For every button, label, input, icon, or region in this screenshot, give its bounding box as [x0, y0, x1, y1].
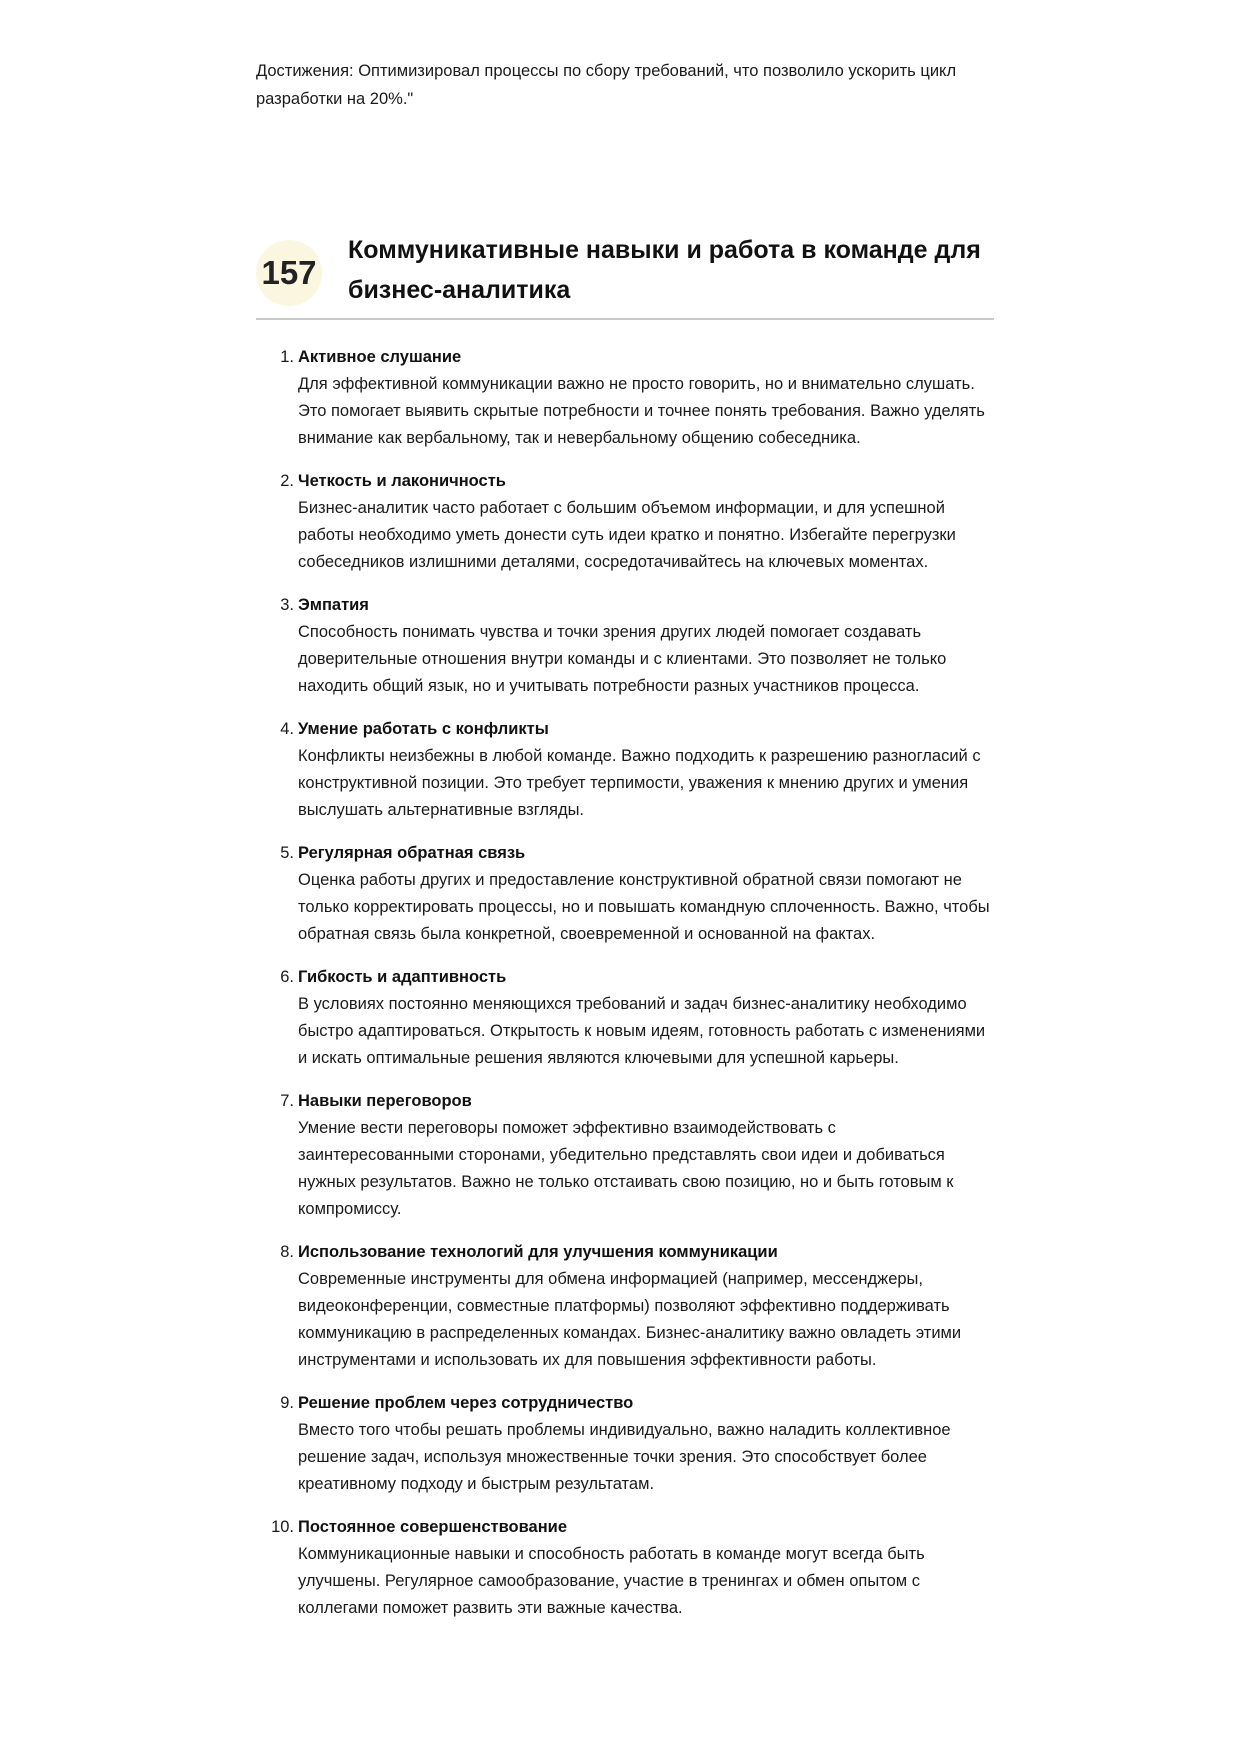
item-text: Умение вести переговоры поможет эффективно взаимодействовать с заинтересованными сторонами, убедительно представлять свои идеи и добиваться нужных результатов. Важно не только отстаивать свою позицию, но и быть готовым к компромиссу. [298, 1119, 954, 1218]
item-title: Четкость и лаконичность [298, 472, 506, 490]
list-item [256, 1088, 996, 1223]
list-item [256, 1514, 996, 1622]
section-title: Коммуникативные навыки и работа в команде для бизнес-аналитика [348, 236, 981, 304]
list-item [256, 964, 996, 1072]
item-text: Оценка работы других и предоставление конструктивной обратной связи помогают не только корректировать процессы, но и повышать командную сплоченность. Важно, чтобы обратная связь была конкретной, своевременной и основанной на фактах. [298, 871, 990, 943]
item-title: Использование технологий для улучшения коммуникации [298, 1243, 778, 1261]
item-text: Коммуникационные навыки и способность работать в команде могут всегда быть улучшены. Регулярное самообразование, участие в тренингах и обмен опытом с коллегами поможет развить эти важные качества. [298, 1545, 925, 1617]
item-text: Вместо того чтобы решать проблемы индивидуально, важно наладить коллективное решение задач, используя множественные точки зрения. Это способствует более креативному подходу и быстрым результатам. [298, 1421, 951, 1493]
item-text: Способность понимать чувства и точки зрения других людей помогает создавать доверительные отношения внутри команды и с клиентами. Это позволяет не только находить общий язык, но и учитывать потребности разных участников процесса. [298, 623, 947, 695]
skills-list [256, 344, 996, 1638]
item-number: 9. [280, 1394, 294, 1412]
item-text: В условиях постоянно меняющихся требований и задач бизнес-аналитику необходимо быстро адаптироваться. Открытость к новым идеям, готовность работать с изменениями и искать оптимальные решения являются ключевыми для успешной карьеры. [298, 995, 986, 1067]
list-item [256, 1390, 996, 1498]
section-header [256, 226, 994, 320]
item-number: 1. [280, 348, 294, 366]
list-item [256, 468, 996, 576]
item-number: 3. [280, 596, 294, 614]
item-title: Постоянное совершенствование [298, 1518, 568, 1536]
item-number: 5. [280, 844, 294, 862]
item-number: 6. [280, 968, 294, 986]
item-number: 7. [280, 1092, 294, 1110]
item-text: Для эффективной коммуникации важно не просто говорить, но и внимательно слушать. Это помогает выявить скрытые потребности и точнее понять требования. Важно уделять внимание как вербальному, так и невербальному общению собеседника. [298, 375, 985, 447]
item-text: Бизнес-аналитик часто работает с большим объемом информации, и для успешной работы необходимо уметь донести суть идеи кратко и понятно. Избегайте перегрузки собеседников излишними деталями, сосредотачивайтесь на ключевых моментах. [298, 499, 956, 571]
intro-paragraph: Достижения: Оптимизировал процессы по сбору требований, что позволило ускорить цикл разработки на 20%." [256, 62, 957, 108]
item-title: Умение работать с конфликты [298, 720, 549, 738]
item-number: 4. [280, 720, 294, 738]
item-title: Эмпатия [298, 596, 369, 614]
item-text: Конфликты неизбежны в любой команде. Важно подходить к разрешению разногласий с конструктивной позиции. Это требует терпимости, уважения к мнению других и умения выслушать альтернативные взгляды. [298, 747, 981, 819]
item-title: Решение проблем через сотрудничество [298, 1394, 634, 1412]
item-title: Гибкость и адаптивность [298, 968, 507, 986]
list-item [256, 592, 996, 700]
item-title: Регулярная обратная связь [298, 844, 526, 862]
item-title: Навыки переговоров [298, 1092, 472, 1110]
list-item [256, 840, 996, 948]
list-item [256, 1239, 996, 1374]
item-number: 2. [280, 472, 294, 490]
item-text: Современные инструменты для обмена информацией (например, мессенджеры, видеоконференции, совместные платформы) позволяют эффективно поддерживать коммуникацию в распределенных командах. Бизнес-аналитику важно овладеть этими инструментами и использовать их для повышения эффективности работы. [298, 1270, 962, 1369]
item-title: Активное слушание [298, 348, 462, 366]
list-item [256, 716, 996, 824]
item-number: 8. [280, 1243, 294, 1261]
section-number-badge: 157 [256, 240, 322, 306]
list-item [256, 344, 996, 452]
item-number: 10. [271, 1518, 294, 1536]
